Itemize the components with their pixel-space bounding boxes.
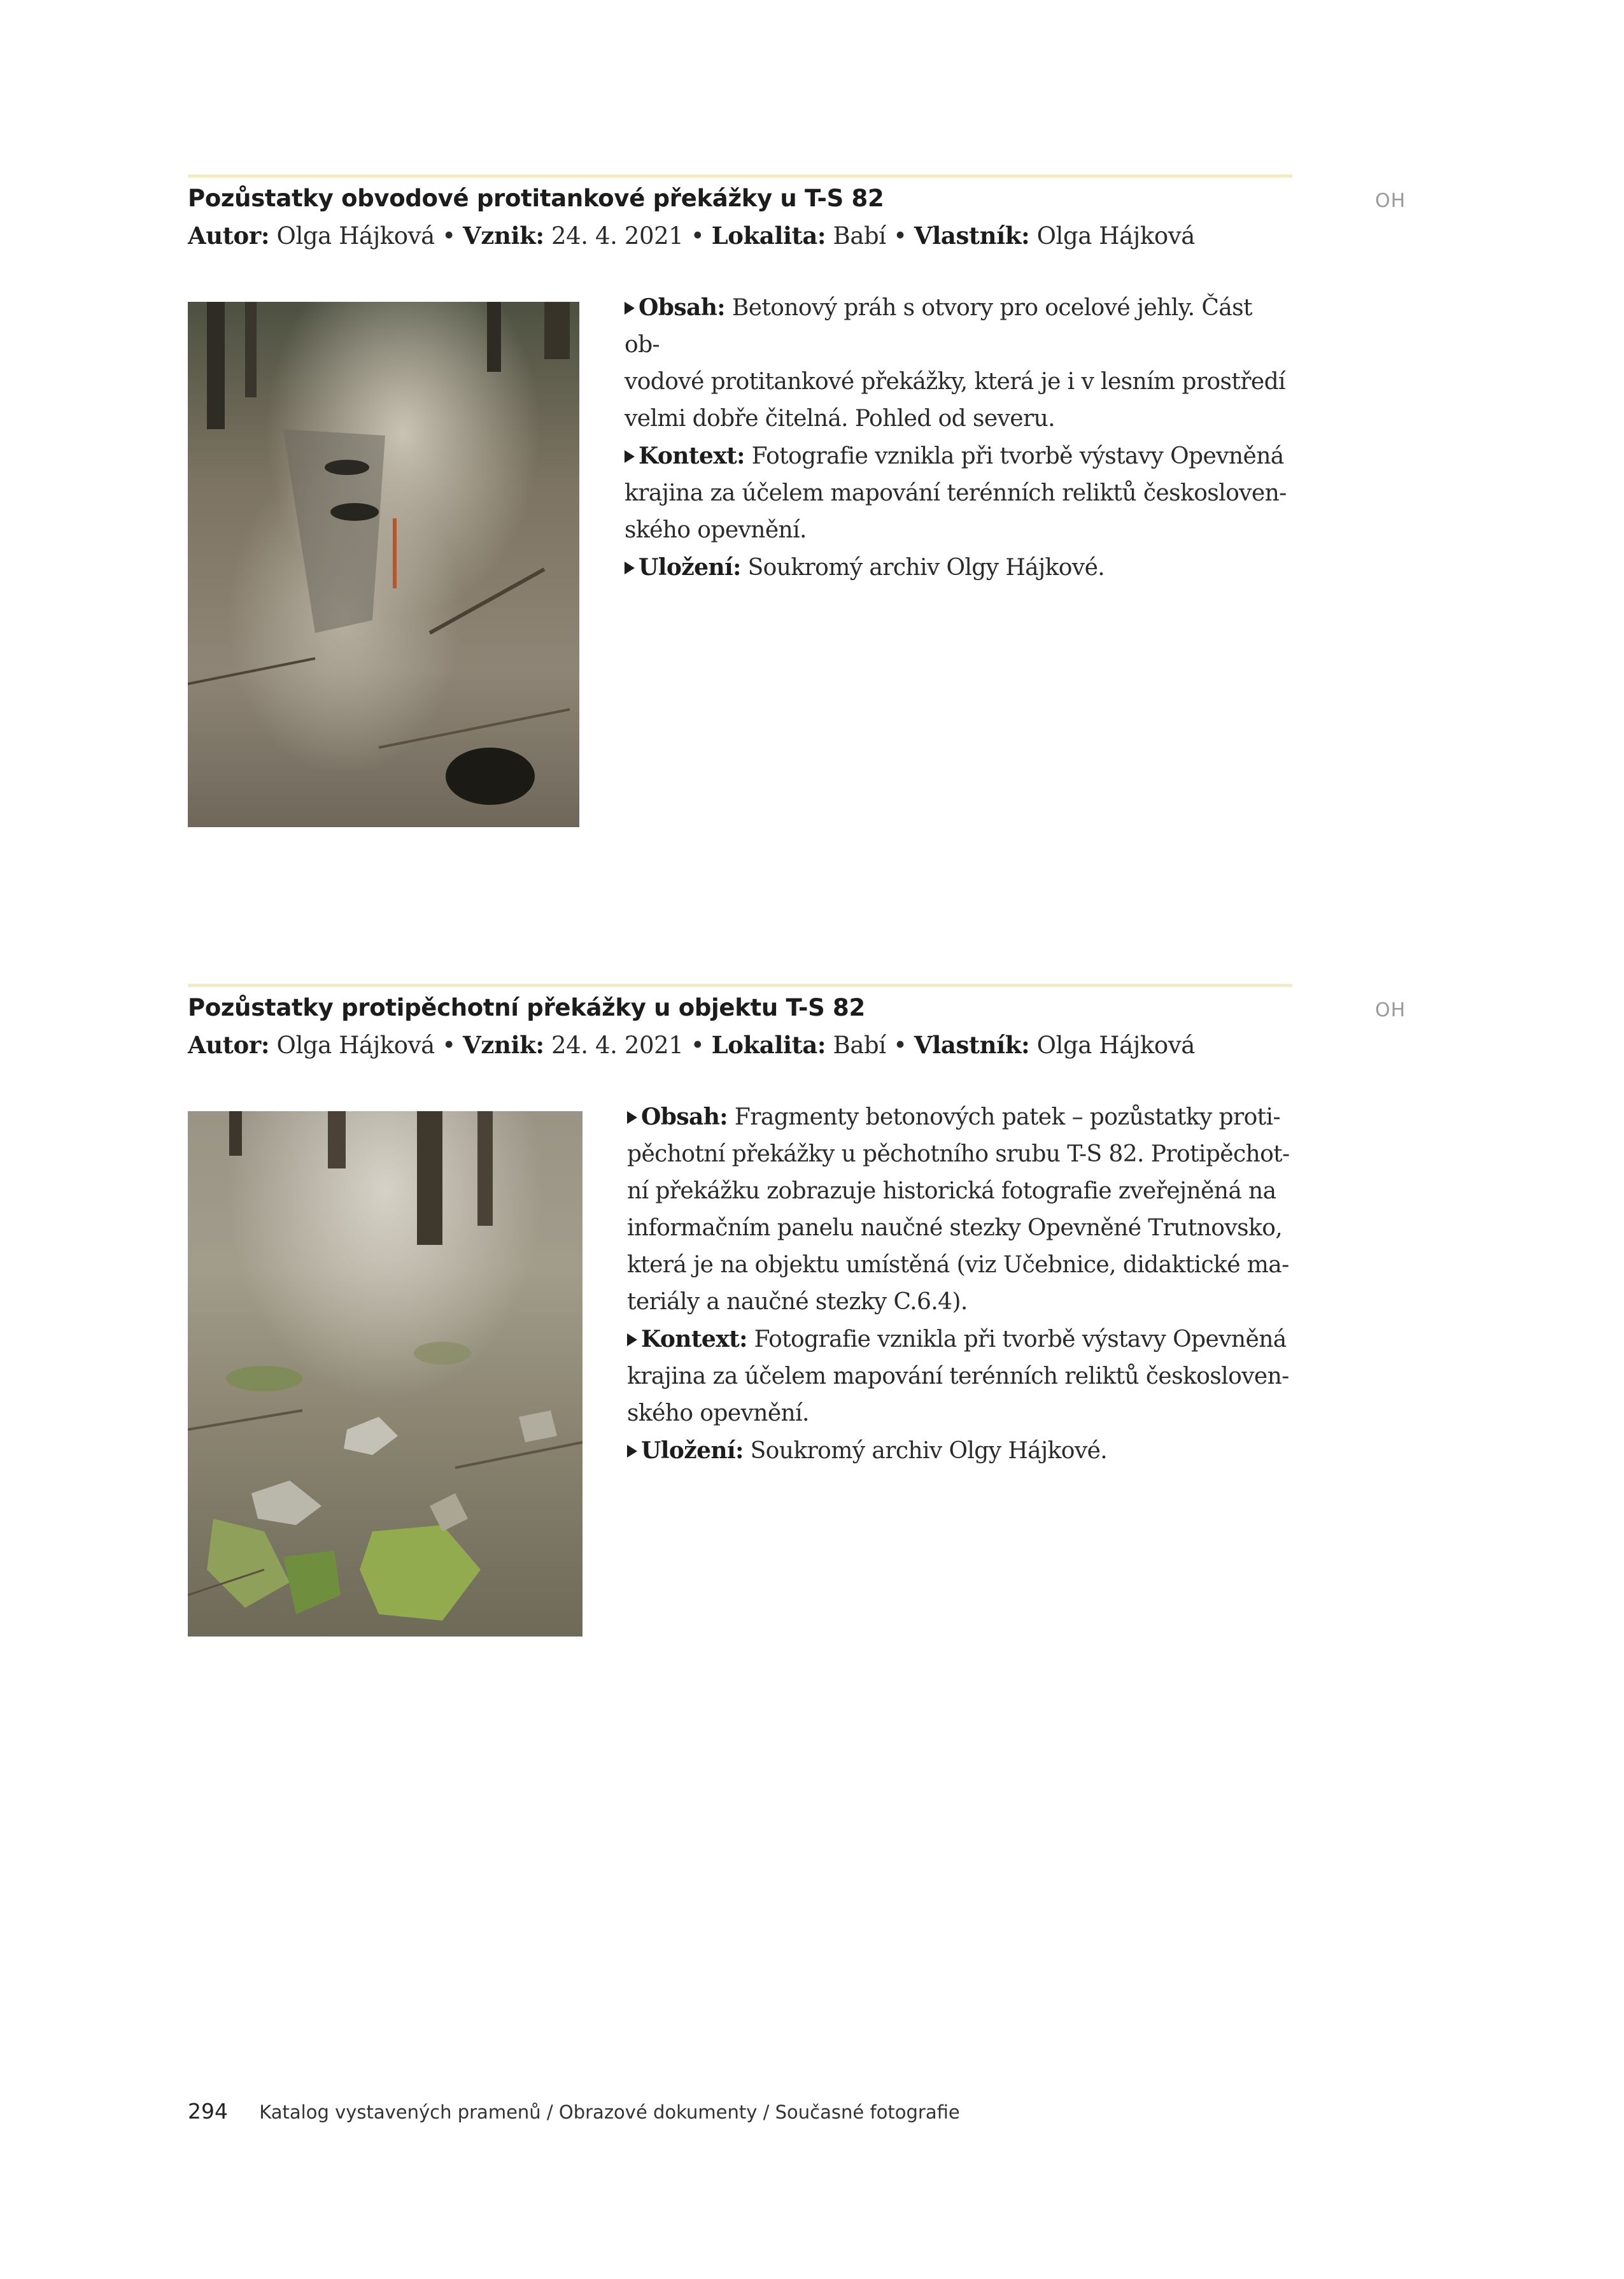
desc-text: Fragmenty betonových patek – pozůstatky proti- bbox=[728, 1104, 1281, 1130]
desc-line: ského opevnění. bbox=[625, 517, 807, 543]
entry-meta bbox=[188, 1031, 1195, 1059]
entry-top-rule bbox=[188, 174, 1292, 178]
desc-label: Kontext: bbox=[641, 1326, 747, 1352]
entry-meta bbox=[188, 222, 1195, 250]
desc-line: informačním panelu naučné stezky Opevněné Trutnovsko, bbox=[627, 1215, 1283, 1241]
entry-title: Pozůstatky obvodové protitankové překážky u T-S 82 bbox=[188, 185, 884, 212]
triangle-bullet-icon bbox=[627, 1111, 637, 1124]
location-value: Babí bbox=[833, 222, 886, 250]
created-label: Vznik: bbox=[463, 222, 544, 250]
desc-line: pěchotní překážky u pěchotního srubu T-S 82. Protipěchot- bbox=[627, 1141, 1290, 1167]
entry-top-rule bbox=[188, 984, 1292, 987]
desc-line bbox=[627, 1321, 1293, 1358]
created-value: 24. 4. 2021 bbox=[551, 222, 684, 250]
desc-line: teriály a naučné stezky C.6.4). bbox=[627, 1289, 968, 1315]
author-value: Olga Hájková bbox=[276, 222, 435, 250]
desc-label: Uložení: bbox=[641, 1437, 744, 1464]
meta-separator: • bbox=[690, 222, 705, 250]
meta-separator: • bbox=[893, 222, 907, 250]
desc-text: Fotografie vznikla při tvorbě výstavy Opevněná bbox=[747, 1326, 1287, 1352]
meta-separator: • bbox=[442, 222, 456, 250]
entry-photo-forest-concrete-sill bbox=[188, 302, 579, 827]
desc-line bbox=[625, 289, 1293, 364]
entry-code: OH bbox=[1375, 999, 1406, 1021]
page-number: 294 bbox=[188, 2099, 228, 2124]
desc-text: Fotografie vznikla při tvorbě výstavy Opevněná bbox=[744, 443, 1284, 469]
desc-label: Uložení: bbox=[639, 554, 741, 581]
desc-line: vodové protitankové překážky, která je i v lesním prostředí bbox=[625, 369, 1285, 395]
triangle-bullet-icon bbox=[627, 1445, 637, 1458]
owner-label: Vlastník: bbox=[914, 222, 1030, 250]
desc-text: Soukromý archiv Olgy Hájkové. bbox=[740, 555, 1105, 581]
desc-line: krajina za účelem mapování terénních reliktů českosloven- bbox=[625, 480, 1287, 506]
entry-photo-forest-concrete-fragments bbox=[188, 1111, 583, 1636]
triangle-bullet-icon bbox=[625, 302, 635, 315]
desc-text: Soukromý archiv Olgy Hájkové. bbox=[743, 1438, 1108, 1464]
entry-description bbox=[627, 1098, 1293, 1470]
desc-text: Betonový práh s otvory pro ocelové jehly. Část ob- bbox=[625, 295, 1252, 358]
author-value: Olga Hájková bbox=[276, 1032, 435, 1059]
desc-line bbox=[627, 1098, 1293, 1136]
triangle-bullet-icon bbox=[625, 450, 635, 463]
meta-separator: • bbox=[893, 1032, 907, 1059]
desc-line bbox=[625, 549, 1293, 586]
desc-line bbox=[625, 437, 1293, 475]
author-label: Autor: bbox=[188, 1031, 270, 1059]
triangle-bullet-icon bbox=[625, 562, 635, 574]
owner-value: Olga Hájková bbox=[1036, 222, 1195, 250]
meta-separator: • bbox=[690, 1032, 705, 1059]
desc-label: Kontext: bbox=[639, 443, 745, 469]
desc-line: velmi dobře čitelná. Pohled od severu. bbox=[625, 406, 1056, 432]
location-label: Lokalita: bbox=[711, 222, 826, 250]
meta-separator: • bbox=[442, 1032, 456, 1059]
location-label: Lokalita: bbox=[711, 1031, 826, 1059]
desc-line: ní překážku zobrazuje historická fotografie zveřejněná na bbox=[627, 1178, 1276, 1204]
desc-label: Obsah: bbox=[639, 294, 725, 321]
created-label: Vznik: bbox=[463, 1031, 544, 1059]
owner-value: Olga Hájková bbox=[1036, 1032, 1195, 1059]
footer-breadcrumb: Katalog vystavených pramenů / Obrazové dokumenty / Současné fotografie bbox=[259, 2101, 960, 2123]
desc-line: krajina za účelem mapování terénních reliktů českosloven- bbox=[627, 1363, 1289, 1389]
page-footer bbox=[188, 2099, 960, 2124]
desc-line bbox=[627, 1432, 1293, 1470]
location-value: Babí bbox=[833, 1032, 886, 1059]
created-value: 24. 4. 2021 bbox=[551, 1032, 684, 1059]
owner-label: Vlastník: bbox=[914, 1031, 1030, 1059]
triangle-bullet-icon bbox=[627, 1333, 637, 1346]
desc-label: Obsah: bbox=[641, 1104, 728, 1130]
author-label: Autor: bbox=[188, 222, 270, 250]
entry-title: Pozůstatky protipěchotní překážky u objektu T-S 82 bbox=[188, 994, 865, 1021]
entry-description bbox=[625, 289, 1293, 586]
desc-line: ského opevnění. bbox=[627, 1400, 809, 1426]
entry-code: OH bbox=[1375, 190, 1406, 212]
desc-line: která je na objektu umístěná (viz Učebnice, didaktické ma- bbox=[627, 1252, 1289, 1278]
